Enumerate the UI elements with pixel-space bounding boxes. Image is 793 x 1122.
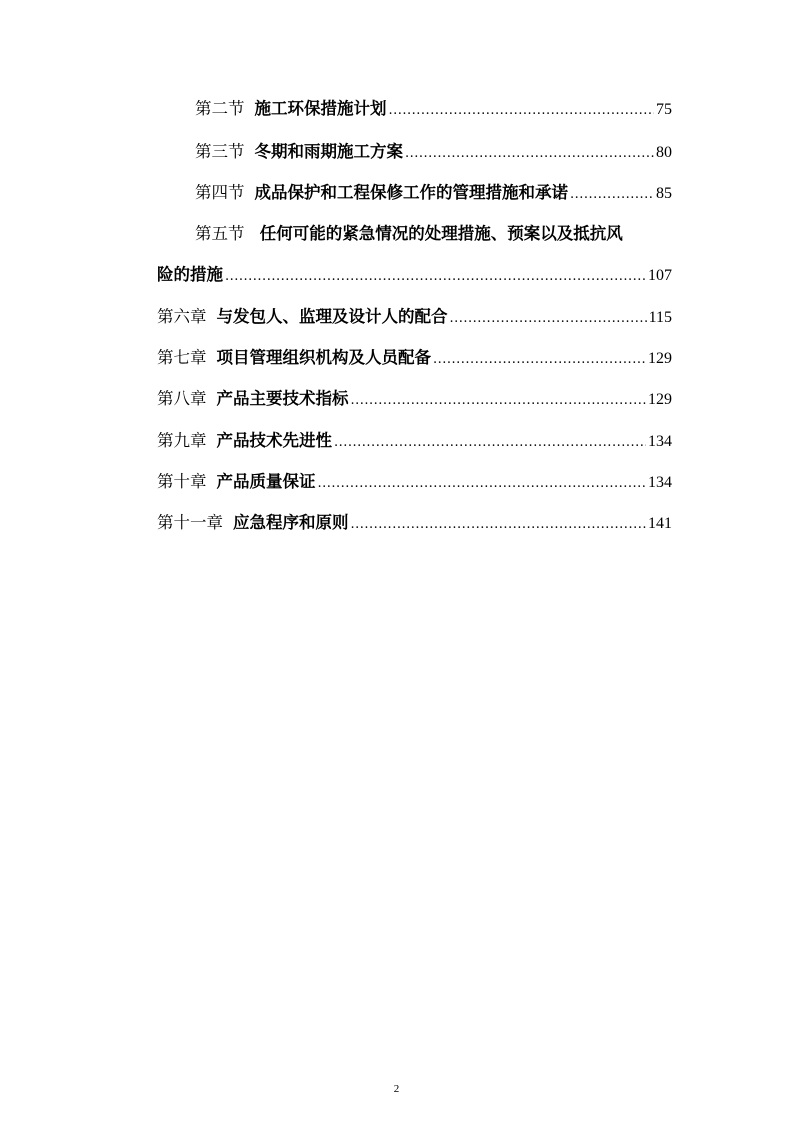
toc-entry-title: 与发包人、监理及设计人的配合 [216,307,448,326]
toc-entry-title: 产品主要技术指标 [216,389,349,408]
toc-entry-page: 75 [656,101,672,118]
toc-entry-title: 施工环保措施计划 [254,99,387,118]
toc-entry-page: 85 [656,185,672,202]
toc-entry[interactable] [157,467,672,497]
toc-entry-page: 107 [648,267,672,284]
toc-entry-label: 第七章 [157,348,207,367]
dot-leader [570,180,654,210]
toc-entry[interactable] [157,508,672,538]
toc-entry-page: 134 [648,474,672,491]
toc-entry-first-line[interactable] [195,219,672,249]
toc-entry-title: 产品技术先进性 [216,431,332,450]
toc-entry-label: 第二节 [195,99,245,118]
toc-entry[interactable] [157,426,672,456]
dot-leader [389,96,655,126]
dot-leader [450,304,647,334]
dot-leader [351,510,647,540]
toc-entry-label: 第九章 [157,431,207,450]
dot-leader [433,345,646,375]
toc-entry[interactable] [157,384,672,414]
toc-entry[interactable] [195,178,672,208]
dot-leader [225,262,646,292]
toc-entry[interactable] [195,137,672,167]
toc-entry-title: 任何可能的紧急情况的处理措施、预案以及抵抗风 [259,224,623,243]
page-number: 2 [393,1083,400,1095]
toc-entry[interactable] [157,260,672,290]
dot-leader [334,428,646,458]
toc-entry-page: 129 [648,391,672,408]
toc-entry-page: 80 [656,144,672,161]
dot-leader [351,386,647,416]
toc-entry-title: 成品保护和工程保修工作的管理措施和承诺 [254,183,568,202]
dot-leader [405,139,654,169]
toc-entry-page: 134 [648,433,672,450]
toc-entry-label: 第八章 [157,389,207,408]
toc-entry-page: 115 [648,309,672,326]
toc-entry-title: 应急程序和原则 [233,513,349,532]
toc-entry-label: 第十一章 [157,513,223,532]
toc-entry[interactable] [157,343,672,373]
toc-entry-page: 141 [648,515,672,532]
toc-entry-label: 第十章 [157,472,207,491]
toc-entry-label: 第六章 [157,307,207,326]
dot-leader [318,469,647,499]
toc-entry-label: 第三节 [195,142,245,161]
toc-entry-label: 第五节 [195,224,245,243]
toc-entry-title-continued: 险的措施 [157,265,223,284]
toc-entry-label: 第四节 [195,183,245,202]
toc-entry-title: 项目管理组织机构及人员配备 [216,348,431,367]
toc-entry[interactable] [195,94,672,124]
toc-entry[interactable] [157,302,672,332]
toc-entry-page: 129 [648,350,672,367]
toc-entry-title: 产品质量保证 [216,472,316,491]
toc-entry-title: 冬期和雨期施工方案 [254,142,403,161]
